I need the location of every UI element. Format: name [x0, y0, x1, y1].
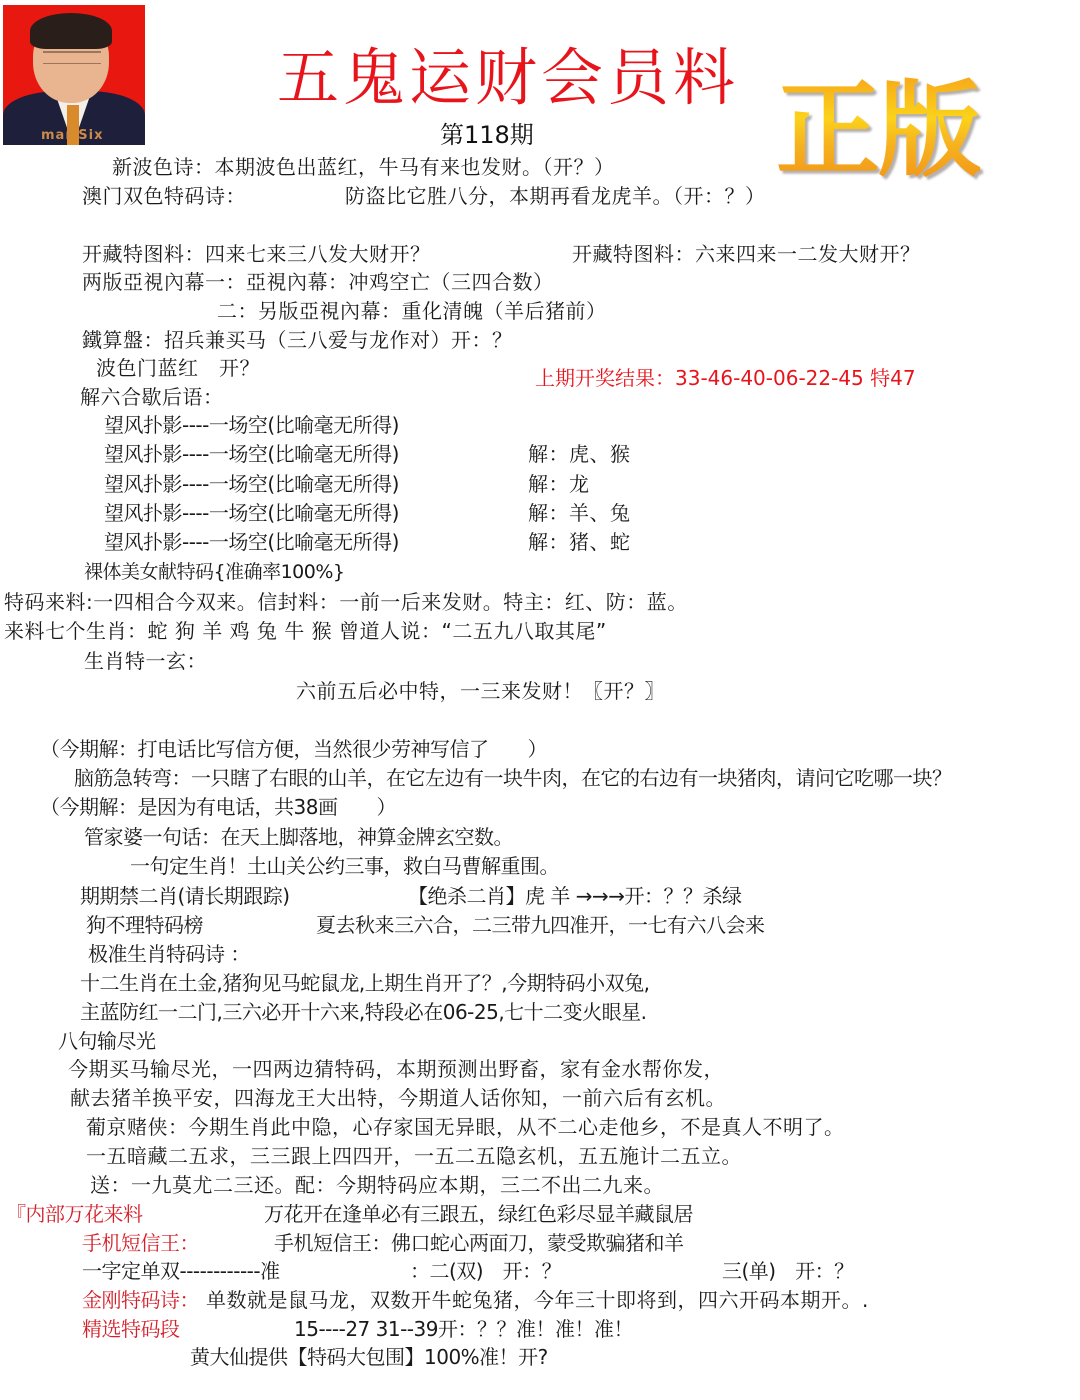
issue-number: 第118期: [440, 121, 534, 149]
tema-source-line: 特码来料:一四相合今双来。信封料：一前一后来发财。特主：红、防：蓝。: [4, 590, 688, 614]
photo-glasses: [43, 51, 101, 64]
jizhun-line-2: 主蓝防红一二门,三六必开十六来,特段必在06-25,七十二变火眼星.: [80, 1000, 647, 1024]
yiwu-line: 一五暗藏二五求，三三跟上四四开，一五二五隐玄机，五五施计二五立。: [86, 1144, 742, 1168]
page-title: 五鬼运财会员料: [277, 41, 740, 114]
bajv-title: 八句输尽光: [58, 1029, 156, 1053]
danshuang-double: ：二(双) 开：？: [410, 1259, 562, 1283]
xiehouyu-row: 望风扑影----一场空(比喻毫无所得): [104, 501, 399, 525]
xiehouyu-answer: 解：龙: [528, 472, 590, 496]
photo-hair: [30, 13, 112, 49]
xiehouyu-row: 望风扑影----一场空(比喻毫无所得): [104, 413, 399, 437]
sms-text: 手机短信王：佛口蛇心两面刀，蒙受欺骗猪和羊: [274, 1231, 684, 1255]
gou-label: 狗不理特码榜: [86, 913, 203, 937]
jieqi-line-2: （今期解：是因为有电话，共38画 ）: [40, 795, 396, 819]
yashi-line-1: 两版亞視內幕一：亞視內幕：冲鸡空亡（三四合数）: [82, 270, 554, 294]
danshuang-single: 三(单) 开：？: [722, 1259, 854, 1283]
seven-zodiac-line: 来料七个生肖：蛇 狗 羊 鸡 兔 牛 猴 曾道人说：“二五九八取其尾”: [4, 619, 607, 643]
guanjiapo-line: 管家婆一句话：在天上脚落地，神算金牌玄空数。: [84, 825, 513, 849]
tiesuanpan-line: 鐵算盤：招兵兼买马（三八爱与龙作对）开：？: [82, 328, 513, 352]
bajv-line-1: 今期买马输尽光，一四两边猜特码，本期预测出野畜，家有金水帮你发，: [68, 1057, 724, 1081]
pujing-line: 葡京赌侠：今期生肖此中隐，心存家国无异眼，从不二心走他乡，不是真人不明了。: [86, 1115, 845, 1139]
riddle-line: 脑筋急转弯：一只瞎了右眼的山羊，在它左边有一块牛肉，在它的右边有一块猪肉，请问它吃哪一块？: [74, 766, 952, 790]
sms-label: 手机短信王：: [82, 1231, 199, 1255]
song-line: 送：一九莫尤二三还。配：今期特码应本期，三二不出二九来。: [90, 1173, 664, 1197]
neibu-label: 『内部万花来料: [6, 1202, 143, 1226]
xiehouyu-row: 望风扑影----一场空(比喻毫无所得): [104, 530, 399, 554]
macau-label: 澳门双色特码诗：: [82, 184, 246, 208]
macau-text: 防盗比它胜八分，本期再看龙虎羊。（开：？）: [345, 184, 766, 208]
jizhun-line-1: 十二生肖在土金,猪狗见马蛇鼠龙,上期生肖开了？,今期特码小双兔,: [80, 971, 650, 995]
jingxuan-text: 15----27 31--39开：？？准！准！准！: [294, 1317, 633, 1341]
yijuding-line: 一句定生肖！土山关公约三事，救白马曹解重围。: [130, 854, 559, 878]
shengxiao-text: 六前五后必中特，一三来发财！〖开？〗: [296, 679, 665, 703]
jingxuan-label: 精选特码段: [82, 1317, 180, 1341]
authentic-badge: 正版: [776, 68, 981, 191]
jingang-text: 单数就是鼠马龙，双数开牛蛇兔猪，今年三十即将到，四六开码本期开。.: [206, 1288, 869, 1312]
xiehouyu-row: 望风扑影----一场空(比喻毫无所得): [104, 472, 399, 496]
jin-label: 期期禁二肖(请长期跟踪): [80, 884, 290, 908]
portrait-photo: [3, 5, 145, 145]
jingang-label: 金刚特码诗：: [82, 1288, 199, 1312]
neibu-text: 万花开在逢单必有三跟五，绿红色彩尽显羊藏鼠居: [264, 1202, 693, 1226]
last-draw-result: 上期开奖结果：33-46-40-06-22-45 特47: [535, 366, 916, 390]
jin-text: 【绝杀二肖】虎 羊 →→→开：？？杀绿: [408, 884, 742, 908]
bose-poem: 新波色诗：本期波色出蓝红，牛马有来也发财。（开？）: [112, 155, 615, 179]
shengxiao-label: 生肖特一玄：: [84, 649, 207, 673]
jizhun-title: 极准生肖特码诗 ：: [88, 942, 250, 966]
xiehouyu-title: 解六合歇后语：: [80, 385, 224, 409]
xiehouyu-answer: 解：羊、兔: [528, 501, 631, 525]
kaicang-left: 开藏特图料：四来七来三八发大财开？: [82, 242, 431, 266]
jieqi-line-1: （今期解：打电话比写信方便，当然很少劳神写信了 ）: [40, 737, 547, 761]
bajv-line-2: 献去猪羊换平安，四海龙王大出特，今期道人话你知，一前六后有玄机。: [70, 1086, 726, 1110]
nude-tema-line: 裸体美女献特码{准确率100%}: [84, 561, 345, 583]
bose-door-line: 波色门蓝红 开？: [96, 356, 260, 380]
yashi-line-2: 二：另版亞視內幕：重化清魄（羊后猪前）: [217, 299, 607, 323]
xiehouyu-row: 望风扑影----一场空(比喻毫无所得): [104, 442, 399, 466]
kaicang-right: 开藏特图料：六来四来一二发大财开？: [572, 242, 921, 266]
danshuang-label: 一字定单双------------准: [82, 1259, 280, 1283]
xiehouyu-answer: 解：虎、猴: [528, 442, 631, 466]
xiehouyu-answer: 解：猪、蛇: [528, 530, 631, 554]
gou-text: 夏去秋来三六合，二三带九四准开，一七有六八会来: [316, 913, 765, 937]
photo-watermark: mar Six: [41, 128, 104, 143]
huangdaxian-line: 黄大仙提供【特码大包围】100%准！开?: [190, 1345, 548, 1369]
